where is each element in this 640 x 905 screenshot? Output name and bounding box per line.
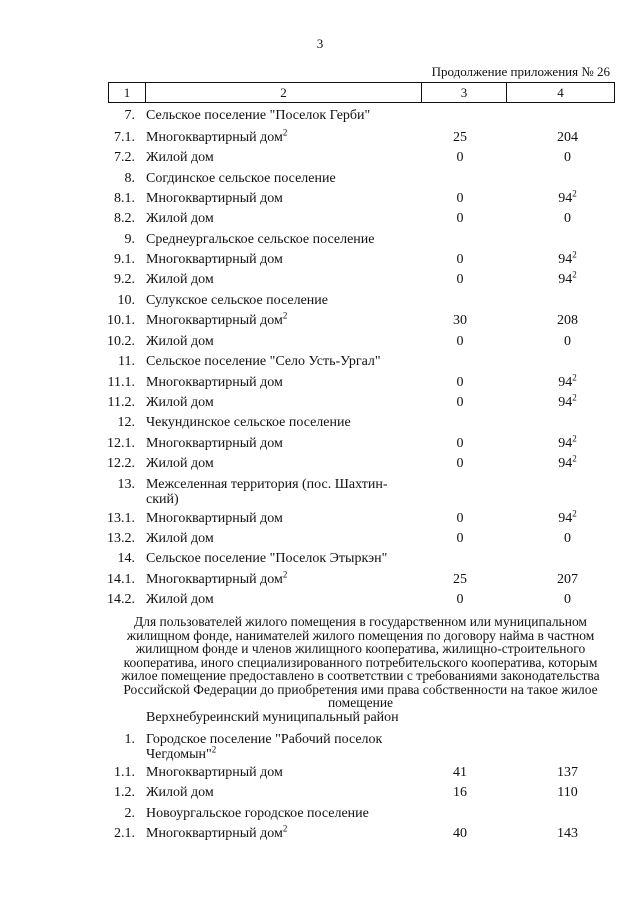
row-name: [146, 569, 416, 587]
row-name-text: Многоквартирный дом: [146, 436, 283, 451]
row-value-col3: 0: [456, 395, 464, 410]
row-value-col3: 16: [453, 785, 467, 800]
row-value-col3: 0: [456, 436, 464, 451]
row-name: [146, 765, 416, 780]
row-number: 13.2.: [107, 531, 135, 546]
row-value-col4-text: 94: [558, 252, 573, 267]
row-value-col4-text: 208: [557, 313, 578, 328]
row-name: [146, 732, 416, 762]
row-name-text: Жилой дом: [146, 785, 214, 800]
row-number: 8.2.: [114, 211, 135, 226]
row-number: 13.1.: [107, 511, 135, 526]
row-name-text: Многоквартирный дом: [146, 826, 283, 841]
row-name-text: Сулукское сельское поселение: [146, 293, 328, 308]
row-name: [146, 150, 416, 165]
row-name-text: Чекундинское сельское поселение: [146, 415, 351, 430]
continuation-label: Продолжение приложения № 26: [431, 64, 610, 79]
row-name-text: Жилой дом: [146, 334, 214, 349]
row-number: 8.1.: [114, 191, 135, 206]
row-number: 7.1.: [114, 130, 135, 145]
row-name-text: Сельское поселение "Поселок Этыркэн": [146, 551, 388, 566]
footnote-mark: 2: [572, 433, 577, 444]
row-value-col4: [505, 531, 630, 547]
row-name-text: Многоквартирный дом: [146, 375, 283, 390]
row-value-col4: [505, 826, 630, 842]
row-name: [146, 436, 416, 451]
row-number: 11.1.: [107, 375, 135, 390]
row-value-col4-text: 94: [558, 456, 573, 471]
row-value-col3: 0: [456, 191, 464, 206]
row-number: 11.: [118, 354, 135, 369]
row-name: [146, 551, 416, 566]
row-name: [146, 592, 416, 607]
row-value-col4-text: 94: [558, 375, 573, 390]
row-name-text: Жилой дом: [146, 531, 214, 546]
row-value-col3: 0: [456, 511, 464, 526]
row-number: 10.: [117, 293, 135, 308]
row-value-col3: 0: [456, 272, 464, 287]
row-value-col3: 0: [456, 150, 464, 165]
row-value-col4-text: 207: [557, 572, 578, 587]
row-value-col4: [505, 130, 630, 146]
row-value-col4: [505, 508, 630, 527]
footnote-mark: 2: [282, 569, 288, 580]
row-name: [146, 293, 416, 308]
row-name: [146, 232, 416, 247]
row-value-col3: 0: [456, 334, 464, 349]
row-name: [146, 252, 416, 267]
row-value-col4: [505, 211, 630, 227]
row-name: [146, 108, 416, 123]
footnote-mark: 2: [572, 392, 577, 403]
row-value-col4-text: 143: [557, 826, 578, 841]
row-number: 8.: [124, 171, 135, 186]
row-value-col4-text: 94: [558, 436, 573, 451]
footnote-mark: 2: [282, 310, 288, 321]
row-name: [146, 785, 416, 800]
row-value-col4: [505, 392, 630, 411]
row-name: [146, 456, 416, 471]
row-name-text: Жилой дом: [146, 395, 214, 410]
row-name: [146, 511, 416, 526]
row-value-col4: [505, 433, 630, 452]
row-number: 9.: [124, 232, 135, 247]
row-name: [146, 415, 416, 430]
row-value-col4-text: 110: [557, 785, 578, 800]
row-value-col3: 30: [453, 313, 467, 328]
footnote-mark: 2: [572, 372, 577, 383]
row-value-col3: 0: [456, 456, 464, 471]
row-value-col4: [505, 765, 630, 781]
row-value-col4-text: 0: [564, 531, 571, 546]
row-name-text: Сельское поселение "Село Усть-Ургал": [146, 354, 381, 369]
row-name-text: Жилой дом: [146, 211, 214, 226]
row-name-text: Многоквартирный дом: [146, 130, 283, 145]
row-number: 11.2.: [107, 395, 135, 410]
row-number: 1.1.: [114, 765, 135, 780]
row-name: [146, 334, 416, 349]
footnote-mark: 2: [572, 188, 577, 199]
row-value-col3: 41: [453, 765, 467, 780]
row-name: [146, 395, 416, 410]
row-name: [146, 806, 416, 821]
header-col-2: 2: [146, 83, 422, 102]
row-value-col4-text: 0: [564, 334, 571, 349]
row-name: [146, 354, 416, 369]
row-value-col4-text: 94: [558, 511, 573, 526]
row-number: 12.: [117, 415, 135, 430]
row-name-text: Среднеургальское сельское поселение: [146, 232, 375, 247]
row-number: 12.2.: [107, 456, 135, 471]
row-number: 1.: [124, 732, 135, 747]
footnote-mark: 2: [572, 508, 577, 519]
row-value-col4-text: 0: [564, 592, 571, 607]
row-name: [146, 823, 416, 841]
row-value-col3: 25: [453, 572, 467, 587]
row-name-text: Жилой дом: [146, 456, 214, 471]
row-name-text: Согдинское сельское поселение: [146, 171, 336, 186]
row-value-col4: [505, 313, 630, 329]
row-name: [146, 211, 416, 226]
row-number: 7.2.: [114, 150, 135, 165]
section-paragraph: Для пользователей жилого помещения в государственном или муниципальном жилищном фонде, нанимателей жилого помещения по договору найма в частном жилищном фонде и членов жилищного кооператива, жилищно-строительного кооператива, иного специализированного потребительского кооператива, которым жилое помещение предоставлено в соответствии с требованиями законодательства Российской Федерации до приобретения ими права собственности на такое жилое помещение: [121, 614, 600, 710]
row-value-col4-text: 94: [558, 272, 573, 287]
row-name-text: Многоквартирный дом: [146, 511, 283, 526]
row-number: 13.: [117, 477, 135, 492]
row-name-text: Сельское поселение "Поселок Герби": [146, 108, 371, 123]
row-name: [146, 310, 416, 328]
row-number: 2.1.: [114, 826, 135, 841]
row-value-col4-text: 204: [557, 130, 578, 145]
table-header: [108, 82, 615, 103]
row-number: 12.1.: [107, 436, 135, 451]
row-name: [146, 375, 416, 390]
row-name-text: Жилой дом: [146, 272, 214, 287]
row-number: 10.1.: [107, 313, 135, 328]
row-value-col4-text: 0: [564, 150, 571, 165]
row-name-text: Жилой дом: [146, 592, 214, 607]
row-value-col4: [505, 188, 630, 207]
row-value-col4: [505, 269, 630, 288]
row-value-col3: 0: [456, 375, 464, 390]
footnote-mark: 2: [572, 269, 577, 280]
header-col-3: 3: [422, 83, 507, 102]
row-name-text: Многоквартирный дом: [146, 765, 283, 780]
row-value-col3: 40: [453, 826, 467, 841]
row-value-col4: [505, 453, 630, 472]
footnote-mark: 2: [211, 744, 217, 755]
row-name-text: Межселенная территория (пос. Шахтин-ский): [146, 477, 388, 507]
row-value-col3: 0: [456, 252, 464, 267]
row-value-col4-text: 94: [558, 395, 573, 410]
footnote-mark: 2: [282, 127, 288, 138]
row-name: [146, 531, 416, 546]
page-number: 3: [316, 36, 324, 51]
row-value-col4-text: 137: [557, 765, 578, 780]
row-name-text: Городское поселение "Рабочий поселок Чегдомын": [146, 732, 383, 762]
footnote-mark: 2: [572, 453, 577, 464]
row-name: [146, 272, 416, 287]
row-value-col4: [505, 249, 630, 268]
row-number: 2.: [124, 806, 135, 821]
row-name-text: Многоквартирный дом: [146, 572, 283, 587]
row-value-col4-text: 0: [564, 211, 571, 226]
row-name: [146, 127, 416, 145]
row-name-text: Многоквартирный дом: [146, 313, 283, 328]
header-col-1: 1: [109, 83, 146, 102]
row-value-col3: 0: [456, 211, 464, 226]
row-number: 10.2.: [107, 334, 135, 349]
row-number: 14.2.: [107, 592, 135, 607]
row-value-col4: [505, 334, 630, 350]
row-value-col3: 25: [453, 130, 467, 145]
row-name-text: Многоквартирный дом: [146, 252, 283, 267]
footnote-mark: 2: [282, 823, 288, 834]
row-name-text: Жилой дом: [146, 150, 214, 165]
district-title: Верхнебуреинский муниципальный район: [146, 710, 399, 725]
row-value-col4: [505, 372, 630, 391]
footnote-mark: 2: [572, 249, 577, 260]
row-value-col4: [505, 572, 630, 588]
row-number: 7.: [124, 108, 135, 123]
row-value-col4: [505, 785, 630, 801]
row-name: [146, 171, 416, 186]
row-value-col4: [505, 150, 630, 166]
row-number: 14.: [117, 551, 135, 566]
header-col-4: 4: [557, 85, 564, 100]
row-name-text: Многоквартирный дом: [146, 191, 283, 206]
row-number: 14.1.: [107, 572, 135, 587]
row-value-col4-text: 94: [558, 191, 573, 206]
row-value-col3: 0: [456, 592, 464, 607]
row-value-col4: [505, 592, 630, 608]
row-name: [146, 477, 416, 507]
row-number: 9.2.: [114, 272, 135, 287]
row-name-text: Новоургальское городское поселение: [146, 806, 369, 821]
row-number: 9.1.: [114, 252, 135, 267]
row-value-col3: 0: [456, 531, 464, 546]
row-name: [146, 191, 416, 206]
row-number: 1.2.: [114, 785, 135, 800]
